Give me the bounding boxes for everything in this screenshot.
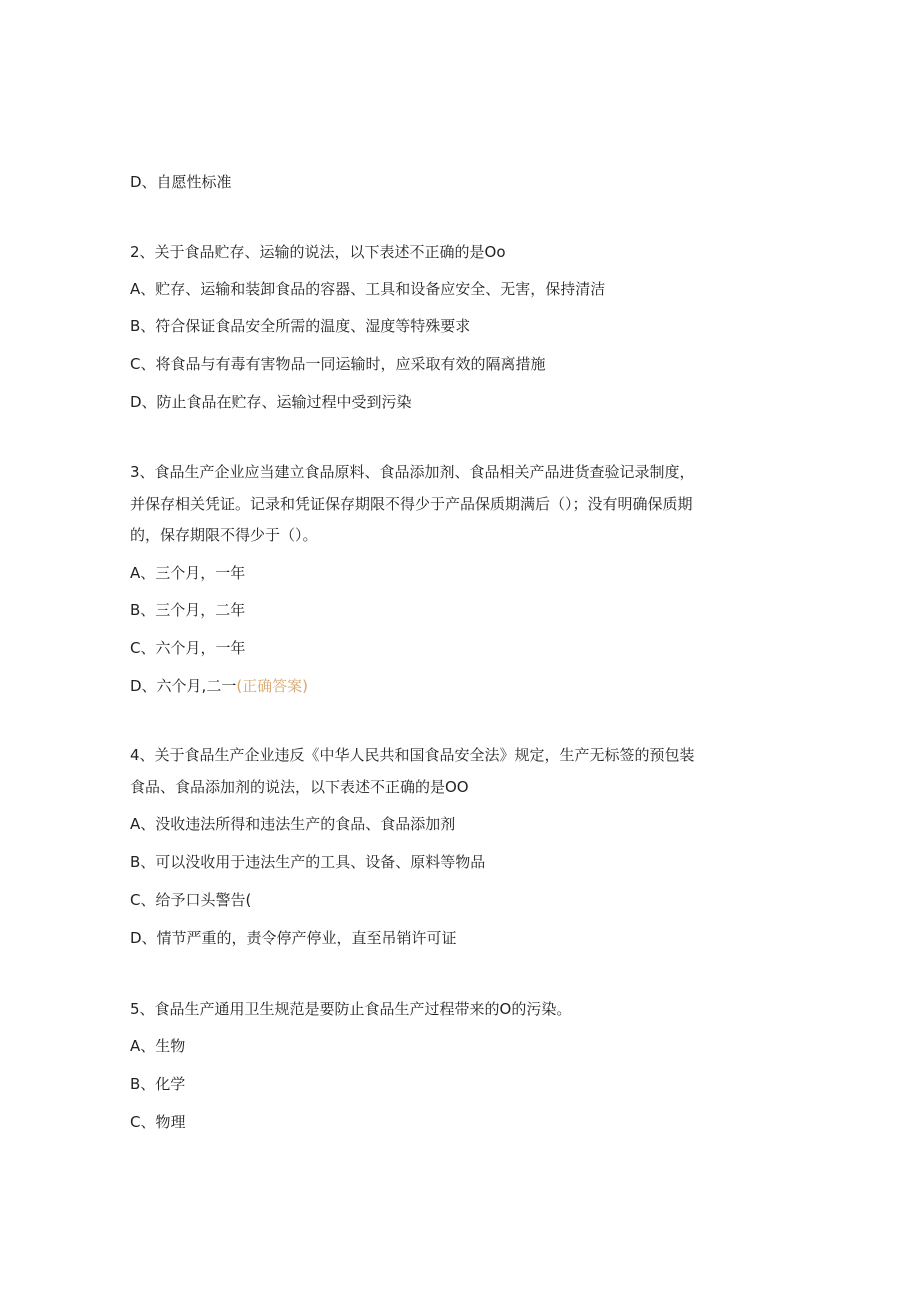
q4-option-c: C、给予口头警告( <box>130 891 252 909</box>
q3-stem-line2: 并保存相关凭证。记录和凭证保存期限不得少于产品保质期满后（）；没有明确保质期 <box>130 495 693 513</box>
q2-option-d: D、防止食品在贮存、运输过程中受到污染 <box>130 393 412 411</box>
q5-option-b: B、化学 <box>130 1075 186 1093</box>
q2-option-b: B、符合保证食品安全所需的温度、湿度等特殊要求 <box>130 317 471 335</box>
q5-stem: 5、食品生产通用卫生规范是要防止食品生产过程带来的O的污染。 <box>130 1000 572 1018</box>
q4-option-b: B、可以没收用于违法生产的工具、设备、原料等物品 <box>130 853 486 871</box>
q3-option-b: B、三个月，二年 <box>130 601 246 619</box>
q2-option-c: C、将食品与有毒有害物品一同运输时，应采取有效的隔离措施 <box>130 355 546 373</box>
q4-option-a: A、没收违法所得和违法生产的食品、食品添加剂 <box>130 815 456 833</box>
q5-option-a: A、生物 <box>130 1037 186 1055</box>
q5-option-c: C、物理 <box>130 1113 186 1131</box>
q4-stem-line2: 食品、食品添加剂的说法，以下表述不正确的是OO <box>130 778 469 796</box>
q1-option-d: D、自愿性标准 <box>130 173 232 191</box>
q2-option-a: A、贮存、运输和装卸食品的容器、工具和设备应安全、无害，保持清洁 <box>130 280 606 298</box>
q3-option-c: C、六个月，一年 <box>130 639 246 657</box>
q4-option-d: D、情节严重的，责令停产停业，直至吊销许可证 <box>130 929 457 947</box>
q3-option-a: A、三个月，一年 <box>130 564 246 582</box>
q2-stem: 2、关于食品贮存、运输的说法，以下表述不正确的是Oo <box>130 243 506 261</box>
q3-stem-line1: 3、食品生产企业应当建立食品原料、食品添加剂、食品相关产品进货查验记录制度， <box>130 463 695 481</box>
correct-answer-mark: (正确答案) <box>236 677 309 695</box>
q3-stem-line3: 的，保存期限不得少于（）。 <box>130 526 318 544</box>
q3-option-d-row <box>130 676 308 696</box>
q4-stem-line1: 4、关于食品生产企业违反《中华人民共和国食品安全法》规定，生产无标签的预包装 <box>130 746 695 764</box>
q3-option-d: D、六个月,二一 <box>130 677 237 695</box>
